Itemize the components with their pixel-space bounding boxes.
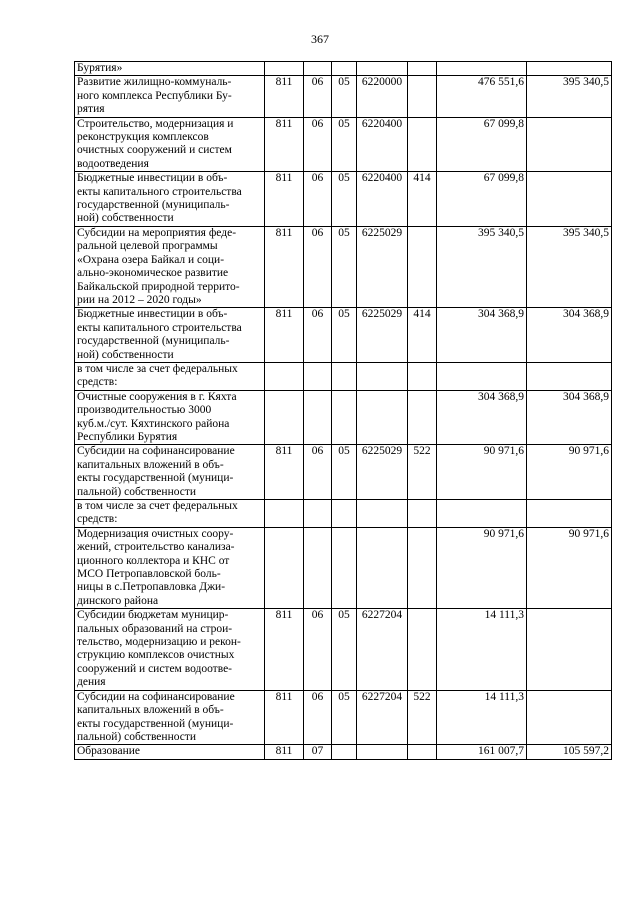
row-name-line: в том числе за счет федеральных [77, 362, 238, 375]
cell-pr: 05 [332, 226, 357, 307]
row-name-line: Байкальской природной террито- [77, 280, 240, 293]
cell-csr: 6220400 [357, 172, 408, 227]
row-name-line: Бюджетные инвестиции в объ- [77, 308, 228, 321]
table-row [75, 308, 612, 363]
cell-ved [265, 390, 304, 445]
cell-sum1: 395 340,5 [437, 226, 527, 307]
row-name-line: ральной целевой программы [77, 240, 218, 253]
row-name [75, 362, 265, 390]
table-row [75, 500, 612, 528]
cell-ved: 811 [265, 690, 304, 745]
row-name-line: производительностью 3000 [77, 404, 212, 417]
cell-vr [408, 362, 437, 390]
row-name-line: ного комплекса Республики Бу- [77, 89, 232, 102]
cell-pr [332, 62, 357, 76]
cell-vr [408, 76, 437, 117]
cell-pr: 05 [332, 76, 357, 117]
row-name-line: ально-экономическое развитие [77, 267, 229, 280]
cell-rz [304, 500, 332, 528]
cell-sum1: 304 368,9 [437, 390, 527, 445]
row-name-line: реконструкция комплексов [77, 131, 209, 144]
table-body [75, 62, 612, 760]
cell-sum1: 161 007,7 [437, 745, 527, 759]
cell-pr: 05 [332, 117, 357, 172]
cell-pr: 05 [332, 445, 357, 500]
cell-rz: 06 [304, 609, 332, 690]
cell-csr [357, 62, 408, 76]
row-name-line: ной) собственности [77, 212, 174, 225]
cell-sum2 [527, 172, 612, 227]
row-name [75, 62, 265, 76]
row-name-line: очистных сооружений и систем [77, 144, 232, 157]
row-name-line: пальной) собственности [77, 485, 197, 498]
cell-sum2: 304 368,9 [527, 308, 612, 363]
cell-vr [408, 609, 437, 690]
table-row [75, 527, 612, 608]
cell-vr: 414 [408, 172, 437, 227]
cell-pr: 05 [332, 308, 357, 363]
row-name-line: рии на 2012 – 2020 годы» [77, 293, 202, 306]
row-name-line: дения [77, 676, 106, 689]
row-name-line: Субсидии на софинансирование [77, 690, 235, 703]
row-name [75, 226, 265, 307]
cell-csr: 6225029 [357, 226, 408, 307]
budget-table [74, 61, 612, 760]
cell-sum1: 67 099,8 [437, 172, 527, 227]
cell-sum1: 67 099,8 [437, 117, 527, 172]
cell-sum1: 90 971,6 [437, 445, 527, 500]
cell-csr [357, 527, 408, 608]
cell-rz [304, 362, 332, 390]
row-name-line: Строительство, модернизация и [77, 117, 234, 130]
cell-ved [265, 362, 304, 390]
table-row [75, 76, 612, 117]
cell-pr [332, 500, 357, 528]
cell-sum2 [527, 62, 612, 76]
table-row [75, 117, 612, 172]
cell-rz: 06 [304, 117, 332, 172]
row-name [75, 390, 265, 445]
cell-vr: 522 [408, 690, 437, 745]
row-name-line: екты государственной (муници- [77, 472, 234, 485]
cell-csr: 6220000 [357, 76, 408, 117]
cell-sum1: 14 111,3 [437, 609, 527, 690]
cell-vr [408, 390, 437, 445]
row-name-line: динского района [77, 594, 159, 607]
cell-pr [332, 745, 357, 759]
cell-vr [408, 62, 437, 76]
row-name-line: средств: [77, 513, 118, 526]
row-name [75, 500, 265, 528]
cell-pr [332, 527, 357, 608]
cell-ved: 811 [265, 308, 304, 363]
table-row [75, 62, 612, 76]
cell-rz [304, 390, 332, 445]
cell-ved: 811 [265, 226, 304, 307]
row-name-line: екты государственной (муници- [77, 717, 234, 730]
cell-rz: 06 [304, 76, 332, 117]
row-name-line: екты капитального строительства [77, 185, 242, 198]
row-name [75, 690, 265, 745]
row-name-line: капитальных вложений в объ- [77, 704, 224, 717]
cell-sum2: 395 340,5 [527, 226, 612, 307]
row-name-line: Очистные сооружения в г. Кяхта [77, 390, 237, 403]
cell-ved [265, 500, 304, 528]
table-row [75, 172, 612, 227]
cell-csr: 6220400 [357, 117, 408, 172]
row-name-line: в том числе за счет федеральных [77, 500, 238, 512]
cell-vr [408, 500, 437, 528]
row-name-line: средств: [77, 376, 118, 389]
cell-sum1 [437, 62, 527, 76]
cell-vr [408, 745, 437, 759]
cell-ved [265, 62, 304, 76]
table-row [75, 690, 612, 745]
row-name-line: рятия [77, 103, 105, 116]
row-name-line: екты капитального строительства [77, 321, 242, 334]
row-name-line: государственной (муниципаль- [77, 199, 230, 212]
row-name-line: МСО Петропавловской боль- [77, 568, 221, 581]
row-name-line: ной) собственности [77, 348, 174, 361]
row-name-line: капитальных вложений в объ- [77, 458, 224, 471]
cell-sum2: 90 971,6 [527, 527, 612, 608]
cell-vr [408, 226, 437, 307]
cell-ved: 811 [265, 445, 304, 500]
row-name-line: Субсидии на мероприятия феде- [77, 226, 237, 239]
cell-pr: 05 [332, 609, 357, 690]
cell-csr [357, 362, 408, 390]
cell-csr: 6225029 [357, 445, 408, 500]
cell-rz: 07 [304, 745, 332, 759]
cell-ved: 811 [265, 76, 304, 117]
cell-vr [408, 527, 437, 608]
row-name-line: Субсидии бюджетам мунициp- [77, 609, 229, 622]
table-row [75, 226, 612, 307]
table-row [75, 362, 612, 390]
row-name [75, 76, 265, 117]
cell-rz: 06 [304, 308, 332, 363]
cell-sum2: 105 597,2 [527, 745, 612, 759]
row-name-line: государственной (муниципаль- [77, 335, 230, 348]
row-name-line: ционного коллектора и КНС от [77, 554, 230, 567]
row-name-line: сооружений и систем водоотве- [77, 662, 233, 675]
row-name-line: Развитие жилищно-коммуналь- [77, 76, 232, 89]
cell-csr: 6225029 [357, 308, 408, 363]
cell-vr: 522 [408, 445, 437, 500]
row-name [75, 527, 265, 608]
cell-rz: 06 [304, 172, 332, 227]
cell-csr [357, 500, 408, 528]
cell-sum1: 304 368,9 [437, 308, 527, 363]
row-name-line: водоотведения [77, 157, 149, 170]
cell-sum2: 304 368,9 [527, 390, 612, 445]
row-name-line: ницы в с.Петропавловка Джи- [77, 581, 226, 594]
row-name [75, 308, 265, 363]
cell-ved: 811 [265, 609, 304, 690]
row-name-line: Бурятия» [77, 62, 123, 74]
row-name-line: «Охрана озера Байкал и соци- [77, 253, 225, 266]
cell-csr: 6227204 [357, 609, 408, 690]
cell-pr: 05 [332, 690, 357, 745]
cell-sum2 [527, 117, 612, 172]
row-name-line: Республики Бурятия [77, 430, 178, 443]
cell-vr [408, 117, 437, 172]
cell-ved: 811 [265, 745, 304, 759]
row-name-line: тельство, модернизацию и рекон- [77, 636, 241, 649]
cell-pr [332, 362, 357, 390]
row-name [75, 445, 265, 500]
table-row [75, 390, 612, 445]
cell-sum1 [437, 362, 527, 390]
cell-csr [357, 390, 408, 445]
row-name-line: жений, строительство канализа- [77, 541, 235, 554]
row-name-line: Модернизация очистных соору- [77, 527, 234, 540]
row-name-line: струкцию комплексов очистных [77, 649, 235, 662]
row-name-line: куб.м./сут. Кяхтинского района [77, 417, 230, 430]
cell-rz [304, 62, 332, 76]
row-name [75, 117, 265, 172]
cell-ved: 811 [265, 172, 304, 227]
cell-csr: 6227204 [357, 690, 408, 745]
cell-sum1 [437, 500, 527, 528]
row-name [75, 609, 265, 690]
cell-pr [332, 390, 357, 445]
table-row [75, 745, 612, 759]
row-name-line: Образование [77, 745, 141, 758]
cell-sum1: 90 971,6 [437, 527, 527, 608]
row-name-line: пальных образований на строи- [77, 622, 233, 635]
cell-vr: 414 [408, 308, 437, 363]
cell-rz: 06 [304, 690, 332, 745]
cell-rz: 06 [304, 445, 332, 500]
cell-sum2 [527, 500, 612, 528]
cell-sum2: 90 971,6 [527, 445, 612, 500]
row-name [75, 172, 265, 227]
cell-pr: 05 [332, 172, 357, 227]
cell-csr [357, 745, 408, 759]
table-row [75, 445, 612, 500]
cell-sum2 [527, 609, 612, 690]
cell-rz [304, 527, 332, 608]
cell-sum1: 14 111,3 [437, 690, 527, 745]
row-name-line: Бюджетные инвестиции в объ- [77, 172, 228, 185]
cell-sum2 [527, 362, 612, 390]
row-name-line: пальной) собственности [77, 730, 197, 743]
cell-sum2 [527, 690, 612, 745]
cell-sum1: 476 551,6 [437, 76, 527, 117]
cell-sum2: 395 340,5 [527, 76, 612, 117]
cell-ved [265, 527, 304, 608]
page-number: 367 [311, 32, 329, 46]
table-row [75, 609, 612, 690]
row-name [75, 745, 265, 759]
row-name-line: Субсидии на софинансирование [77, 445, 235, 458]
cell-rz: 06 [304, 226, 332, 307]
cell-ved: 811 [265, 117, 304, 172]
